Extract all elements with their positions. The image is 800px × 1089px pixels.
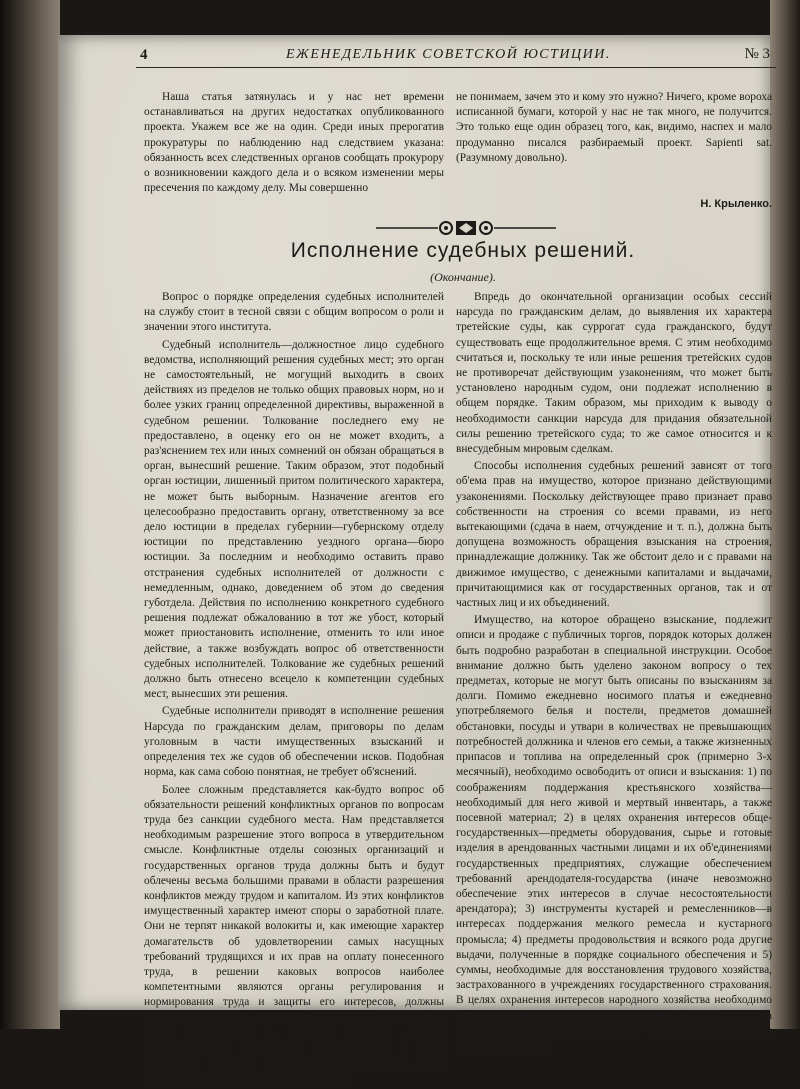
article-subtitle: (Окончание).	[430, 270, 496, 284]
article-title: Исполнение судебных решений.	[290, 239, 636, 262]
paragraph: Более сложным представляется как-будто вопрос об обязательности решений конфликтных органов по вопросам труда без санкции судебного места. Нам представляется необходимым разрешение этого вопроса в утвердительном смысле. Конфликтные отделы союзных организаций и государственных органов труда должны быть и будут облечены весьма большими правами в области разрешения конфликтов между трудом и капиталом. Из этих конфликтов имущественный характер имеют споры о заработной плате. Они не терпят никакой волокиты и, как имеющие характер домагательств об удовлетворении самых насущных требований трудящихся и их прав на оплату понесенного труда, в решении каковых вопросов наиболее компетентными являются органы регулирования и нормирования труда и защиты его интересов, должны всецело и окончательно разрешаться этими органами. Ни в каком утверждении со стороны судебных органов соответствующие определения не нуждаются. В ином положении находятся решения третейских судов, даже состоящих при той или иной организации.	[144, 783, 444, 1085]
paragraph: не понимаем, зачем это и кому это нужно? Ничего, кроме вороха исписанной бумаги, которой у нас не так много, не получится. Это только еще один образец того, как, видимо, наспех и мало продуманно писался разбираемый проект. Sapienti sat. (Разумному довольно).	[456, 91, 772, 164]
paragraph: Впредь до окончательной организации особых сессий нарсуда по гражданским делам, до выявления их характера третейские суды, как суррогат суда гражданского, будут существовать еще продолжительное время. С этим необходимо считаться и, поскольку те или иные решения третейских судов не противоречат действующим узаконениям, что может быть установлено народным судом, они подлежат исполнению в общем порядке. Таким образом, мы приходим к выводу о необходимости санкции нарсуда для придания обязательной силы решению третейского суда; то же самое относится и к внесудебным мировым сделкам.	[456, 291, 772, 456]
journal-title: ЕЖЕНЕДЕЛЬНИК СОВЕТСКОЙ ЮСТИЦИИ.	[286, 47, 611, 62]
paragraph: Способы исполнения судебных решений зависят от того об'ема прав на имущество, которое признано действующими узаконениями. Поскольку действующее право признает право собственности на строения со всеми правами, из него вытекающими (сдача в наем, отчуждение и т. п.), должна быть допущена возможность обращения взыскания на строения, принадлежащие должнику. Так же обстоит дело и с правами на движимое имущество, с денежными капиталами и выдачами, причитающимися как от государственных органов, так и от частных лиц и их объединений.	[456, 460, 772, 610]
journal-page	[58, 35, 772, 1085]
paragraph: Судебные исполнители приводят в исполнение решения Нарсуда по гражданским делам, приговоры по делам уголовным в части имущественных взысканий и определения тех же судов об обеспечении исков. Подобная норма, как сама собою понятная, не требует об'яснений.	[144, 705, 444, 779]
paragraph: Наша статья затянулась и у нас нет времени останавливаться на других недостатках опубликованного проекта. Укажем все же на один. Среди иных прерогатив прокуратуры по наблюдению над следствием указана: обязанность всех следственных органов сообщать прокурору о возникновении каждого дела и о всяком изменении меры пресечения по каждому делу. Мы совершенно	[144, 91, 444, 195]
right-column	[456, 290, 772, 1056]
author-signature: Н. Крыленко.	[700, 198, 772, 210]
paragraph: Вопрос о порядке определения судебных исполнителей на службу стоит в тесной связи с общим вопросом о роли и значении этого института.	[144, 291, 444, 334]
paragraph: Судебный исполнитель—должностное лицо судебного ведомства, исполняющий решения судебных мест; это орган не самостоятельный, не могущий выходить в своих действиях из пределов не только общих правовых норм, но и более узких границ определенной директивы, выраженной в судебном решении. Толкование последнего ему не предоставлено, в оценку его он не может входить, а раз'яснением тех или иных сомнений он обязан обращаться в орган, вынесший решение. Таким образом, этот подобный орган юстиции, лишенный притом политического характера, не может быть выборным. Назначение агентов его целесообразно предоставить органу, ответственному за все дело юстиции в пределах губернии—губернскому отделу юстиции по представлению уездного органа—бюро юстиции. За последним и необходимо оставить право отстранения судебных исполнителей от должности с немедленным, однако, доведением об этом до сведения губотдела. Действия по исполнению конкретного судебного решения подлежат обжалованию в тот же убост, который может приостановить исполнение, отменить то или иное действие, а также возбуждать вопрос об ответственности судебных исполнителей. Толкование же судебных решений должно быть отнесено всецело к компетенции судебных мест, вынесших эти решения.	[144, 338, 444, 701]
running-head	[136, 43, 776, 68]
page-number: 4	[140, 47, 148, 63]
previous-article-left	[144, 90, 444, 196]
previous-article-right	[456, 90, 772, 166]
section-divider-ornament	[376, 218, 556, 238]
paragraph: Имущество, на которое обращено взыскание, подлежит описи и продаже с публичных торгов, порядок которых должен быть подробно разработан в специальной инструкции. Особое внимание должно быть уделено законом вопросу о тех предметах, которые не могут быть описаны по взысканиям за долги. Помимо ежедневно носимого платья и ежедневно употребляемого белья и постели, предметов домашней обстановки, посуды и утвари в количествах не превышающих потребностей должника и членов его семьи, а также жизненных припасов и топлива на определенный срок (примерно 3-х месячный), необходимо освободить от описи и взыскания: 1) по соображениям поддержания крестьянского хозяйства—необходимый для него живой и мертвый инвентарь, а также посевной материал; 2) в целях охранения интересов обще-государственных—предметы оборудования, сырье и готовые изделия в арендованных частными лицами и их об'единениями государственных предприятиях, служащие обеспечением требований арендодателя-государства (иначе невозможно обеспечение этих интересов в случае несостоятельности арендатора); 3) инструменты кустарей и ремесленников—в интересах поддержания мелкого ремесла и кустарного промысла; 4) предметы продовольствия и всякого рода другие выдачи, полученные в порядке социального обеспечения и 5) суммы, необходимые для восстановления трудового хозяйства, застрахованного в учреждениях государственного страхования. В целях охранения интересов народного хозяйства необходимо установить правило о невозможности обращения взыскания на отдельные предметы необходимого оборудования фабрик и заводов. Взыскание	[456, 614, 772, 1052]
scan-right-edge	[770, 0, 800, 1029]
issue-number: № 3	[744, 46, 770, 62]
scan-binding-edge	[0, 0, 60, 1029]
left-column	[144, 290, 444, 1089]
